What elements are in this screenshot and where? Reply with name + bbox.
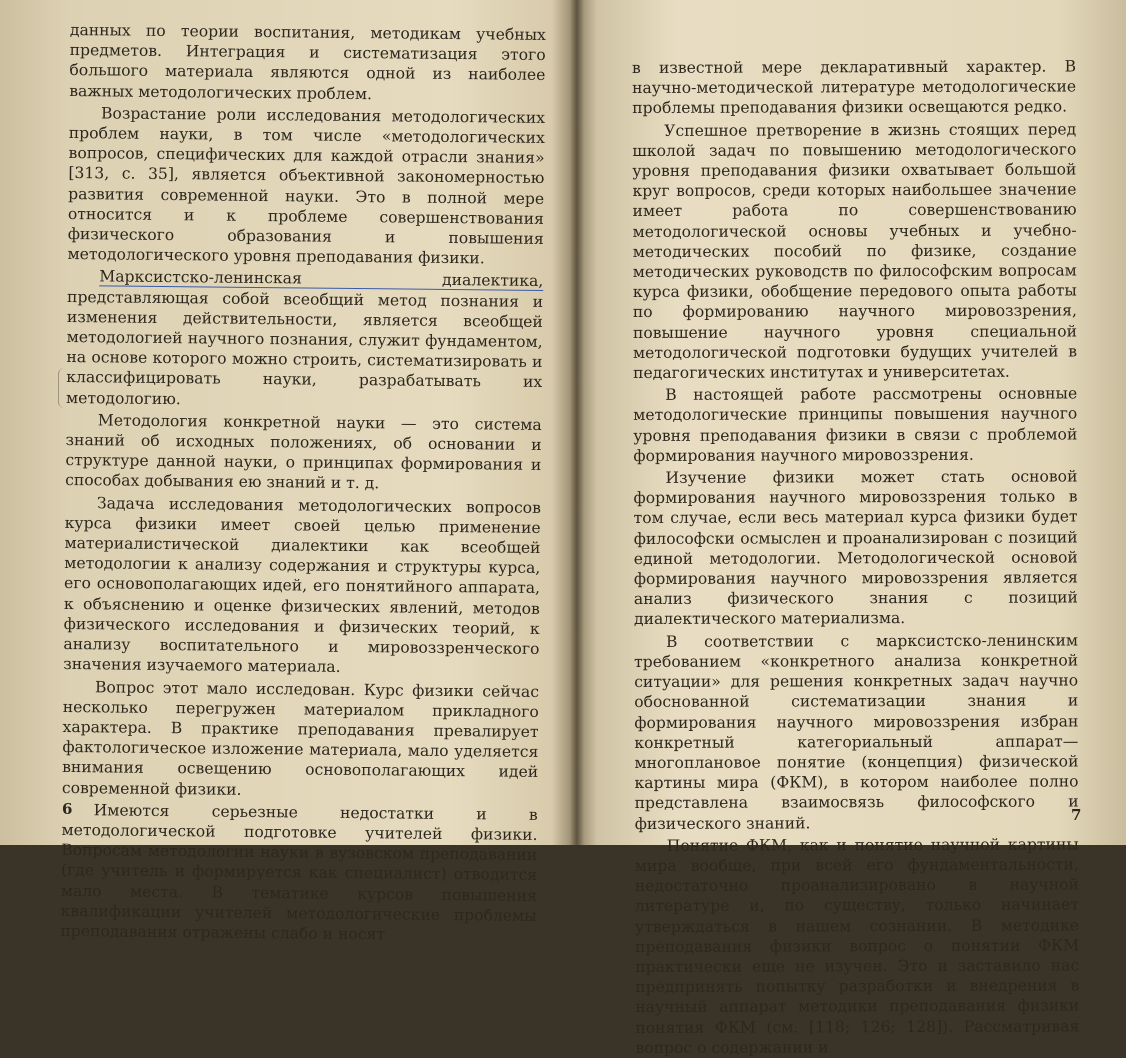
left-page [60,20,546,946]
right-paragraph-3: В настоящей работе рассмотрены основные методологические принципы повышения научного уровня преподавания физики в связи с проблемой формирования научного мировоззрения. [633,384,1078,465]
left-paragraph-6: Вопрос этот мало исследован. Курс физики сейчас несколько перегружен материалом прикладного характера. В практике преподавания превалирует фактологическое изложение материала, мало уделяется внимания освещению основополагающих идей современной физики. [61,677,540,799]
underlined-phrase: Марксистско-ленинская диалектика, [99,267,544,291]
right-paragraph-6: Понятие ФКМ, как и понятие научной картины мира вообще, при всей его фундаментальности, недостаточно проанализировано в научной литературе и, по существу, только начинает утверждаться в нашем сознании. В методике преподавания физики вопрос о понятии ФКМ практически еще не изучен. Это и заставило нас предпринять попытку разработки и внедрения в научный аппарат методики преподавания физики понятия ФКМ (см. [118; 126; 128]). Рассматривая вопрос о содержании и [634,835,1080,1057]
page-number-right: 7 [1071,806,1082,824]
page-number-left: 6 [62,800,73,818]
left-paragraph-5: Задача исследования методологических вопросов курса физики имеет своей целью применение материалистической диалектики как всеобщей методологии к анализу содержания и структуры курса, его основополагающих идей, его понятийного аппарата, к объяснению и оценке физических явлений, методов физического исследования и физических теорий, к анализу воспитательного и мировоззренческого значения изучаемого материала. [63,493,542,677]
right-paragraph-2: Успешное претворение в жизнь стоящих перед школой задач по повышению методологического уровня преподавания физики охватывает большой круг вопросов, среди которых наибольшее значение имеет работа по совершенствованию методологической основы учебных и учебно-методических пособий по физике, создание методических руководств по философским вопросам курса физики, обобщение передового опыта работы по формированию научного мировоззрения, повышение научного уровня специальной методологической подготовки будущих учителей в педагогических институтах и университетах. [632,120,1078,383]
left-paragraph-1: данных по теории воспитания, методикам учебных предметов. Интеграция и систематизация этого большого материала являются одной из наиболее важных методологических проблем. [69,20,546,103]
right-paragraph-4: Изучение физики может стать основой формирования научного мировоззрения только в том случае, если весь материал курса физики будет философски осмыслен и проанализирован с позиций единой методологии. Методологической основой формирования научного мировоззрения является анализ физического знания с позиций диалектического материализма. [633,467,1078,629]
left-paragraph-4: Методология конкретной науки — это система знаний об исходных положениях, об основании и структуре данной науки, о принципах формирования и способах добывания ею знаний и т. д. [65,411,542,493]
right-paragraph-1: в известной мере декларативный характер. В научно-методической литературе методологические проблемы преподавания физики освещаются редко. [632,57,1077,118]
book-gutter [570,0,584,845]
left-paragraph-2: Возрастание роли исследования методологических проблем науки, в том числе «методологических вопросов, специфических для каждой отрасли знания» [313, с. 35], является объективной закономерностью развития современной науки. Это в полной мере относится и к проблеме совершенствования физического образования и повышения методологического уровня преподавания физики. [67,104,546,268]
left-paragraph-7: Имеются серьезные недостатки и в методологической подготовке учителей физики. Вопросам методологии науки в вузовском преподавании (где учитель и формируется как специалист) отводится мало места. В тематике курсов повышения квалификации учителей методологические проблемы преподавания отражены слабо и носят [60,801,538,944]
left-paragraph-3 [66,266,543,412]
left-paragraph-3-text: представляющая собой всеобщий метод познания и изменения действительности, является всеобщей методологией научного познания, служит фундаментом, на основе которого можно строить, систематизировать и классифицировать науки, разрабатывать их методологию. [65,287,544,408]
right-page [632,56,1082,1057]
right-paragraph-5: В соответствии с марксистско-ленинским требованием «конкретного анализа конкретной ситуации» для решения конкретных задач научно обоснованной систематизации знания и формирования научного мировоззрения избран конкретный категориальный аппарат—многоплановое понятие (концепция) физической картины мира (ФКМ), в котором наиболее полно представлена взаимосвязь философского и физического знаний. [634,631,1079,833]
